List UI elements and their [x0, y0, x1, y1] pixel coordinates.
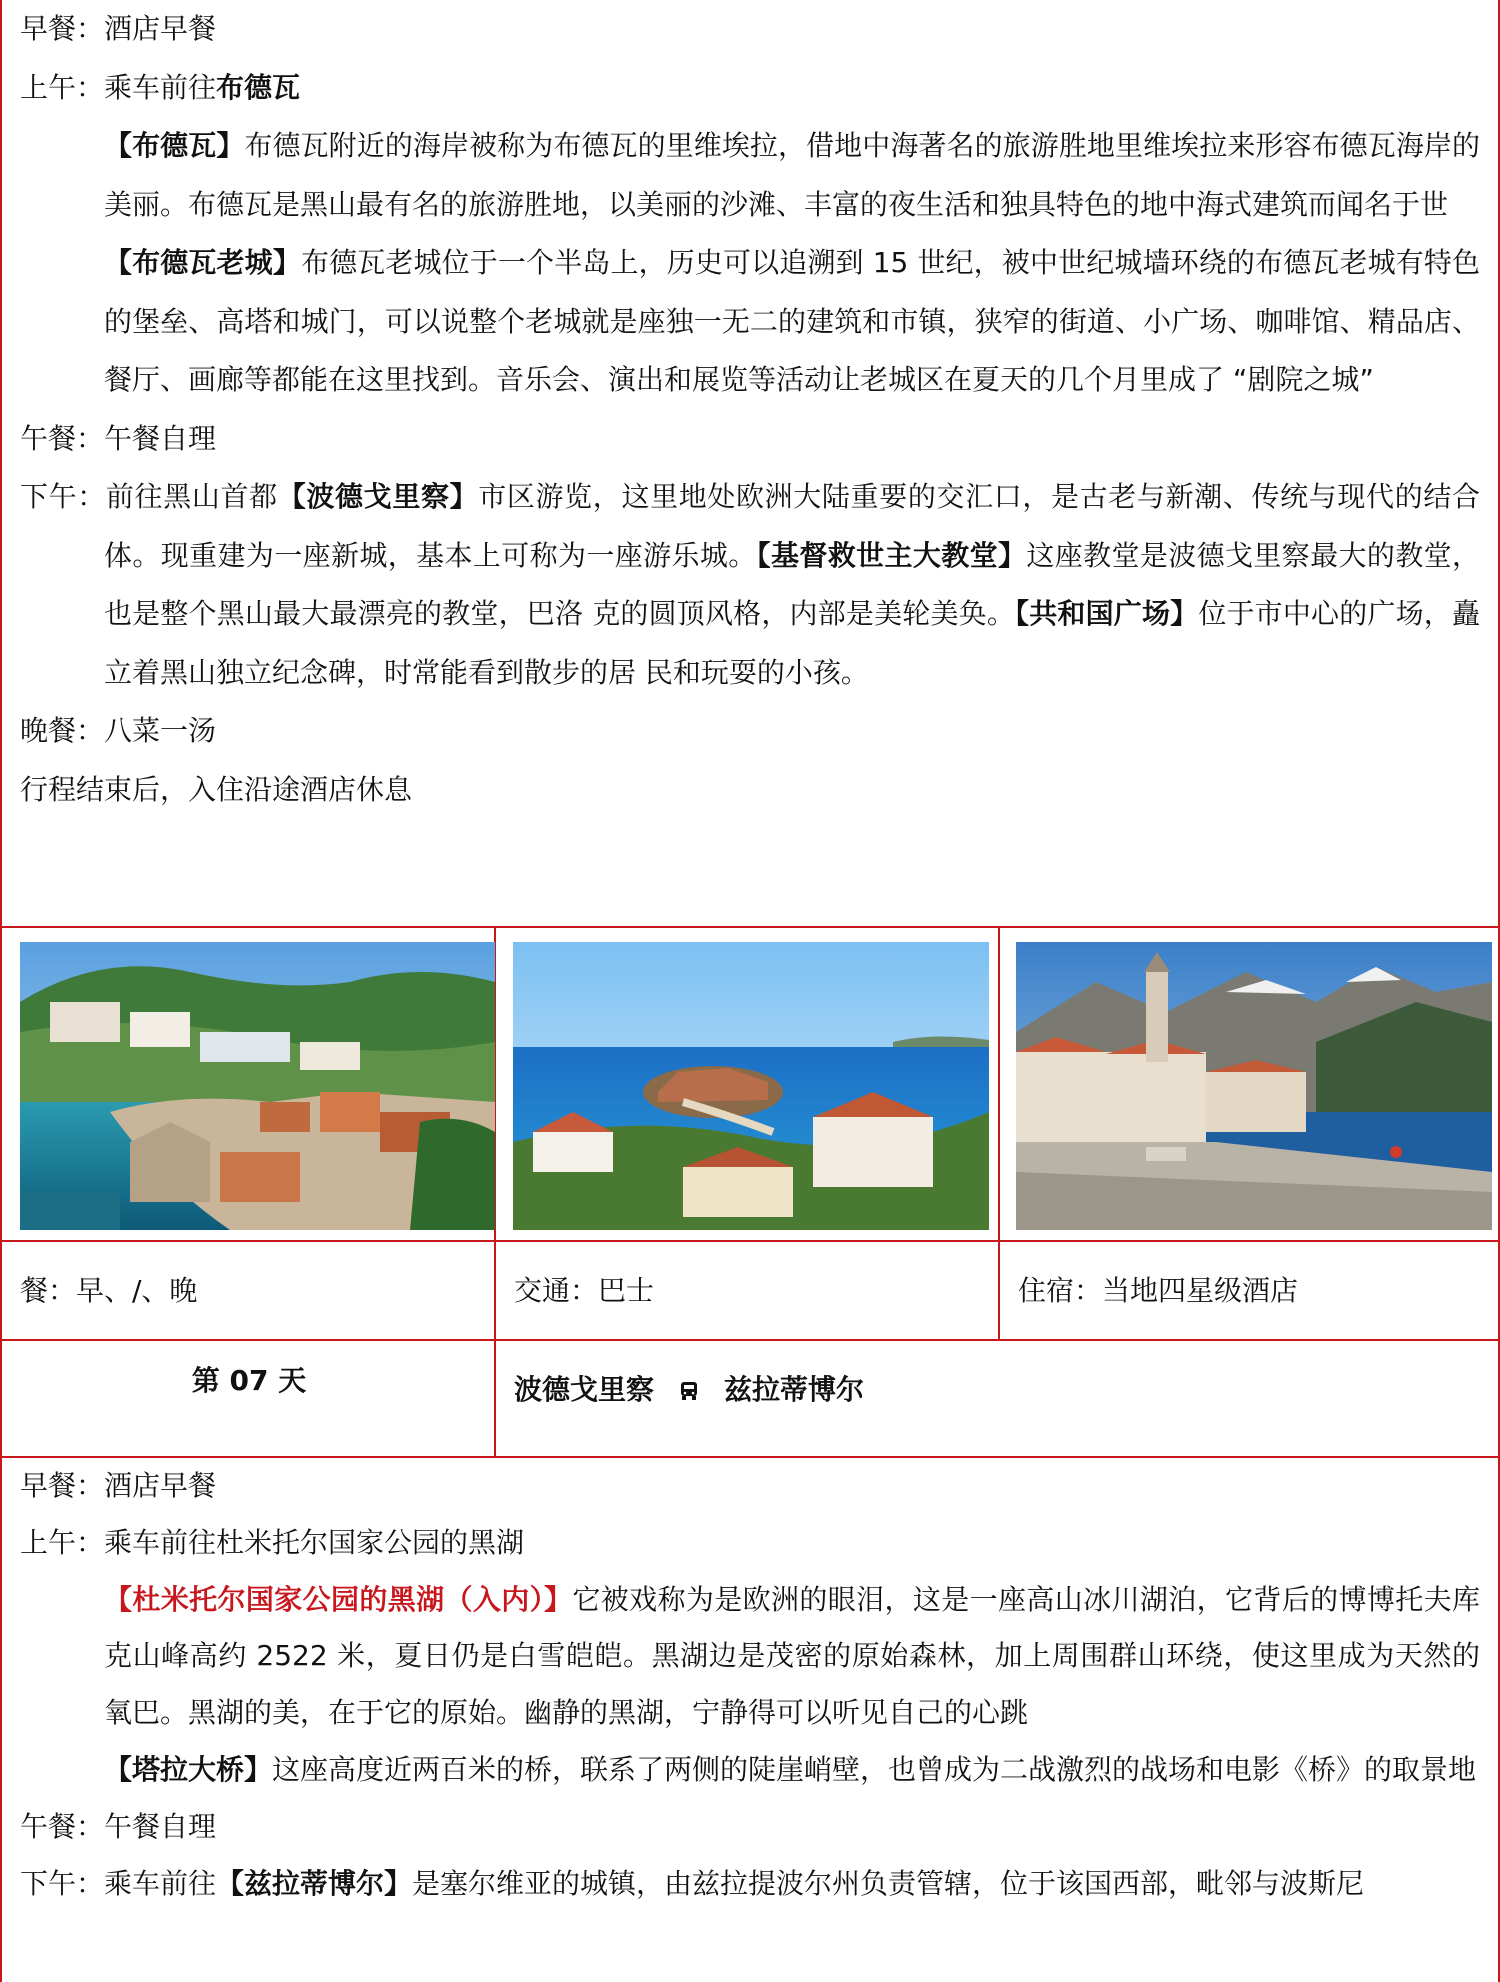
afternoon-paragraph: 下午：前往黑山首都【波德戈里察】市区游览，这里地处欧洲大陆重要的交汇口，是古老与新潮、传统与现代的结合体。现重建为一座新城，基本上可称为一座游乐城。【基督救世主大教堂】这座教堂是波德戈里察最大的教堂，也是整个黑山最大最漂亮的教堂，巴洛 克的圆顶风格，内部是美轮美奂。【共和国广场】位于市中心的广场，矗立着黑山独立纪念碑，时常能看到散步的居 民和玩耍的小孩。: [20, 480, 1480, 689]
day7-header: [0, 1341, 1500, 1458]
sveti-stefan-photo: [513, 942, 989, 1230]
bus-icon: [680, 1381, 698, 1401]
transport-info: 交通：巴士: [514, 1274, 655, 1307]
day6-schedule: [0, 0, 1500, 928]
budva-oldtown-paragraph: 【布德瓦老城】布德瓦老城位于一个半岛上，历史可以追溯到 15 世纪，被中世纪城墙环绕的布德瓦老城有特色的堡垒、高塔和城门，可以说整个老城就是座独一无二的建筑和市镇，狭窄的街道、小广场、咖啡馆、精品店、餐厅、画廊等都能在这里找到。音乐会、演出和展览等活动让老城区在夏天的几个月里成了 “剧院之城”: [104, 246, 1480, 396]
day7-schedule: [0, 1458, 1500, 1982]
budva-paragraph: 【布德瓦】布德瓦附近的海岸被称为布德瓦的里维埃拉，借地中海著名的旅游胜地里维埃拉来形容布德瓦海岸的美丽。布德瓦是黑山最有名的旅游胜地，以美丽的沙滩、丰富的夜生活和独具特色的地中海式建筑而闻名于世: [104, 129, 1480, 221]
route-to: 兹拉蒂博尔: [724, 1373, 865, 1406]
info-row: [0, 1242, 1500, 1341]
day-label: 第 07 天: [191, 1364, 307, 1397]
hotel-info: 住宿：当地四星级酒店: [1018, 1274, 1299, 1307]
route-from: 波德戈里察: [514, 1373, 655, 1406]
photo-row: [0, 928, 1500, 1242]
lunch-line: 午餐：午餐自理: [20, 1809, 217, 1843]
tara-bridge-paragraph: 【塔拉大桥】这座高度近两百米的桥，联系了两侧的陡崖峭壁，也曾成为二战激烈的战场和电影《桥》的取景地: [104, 1752, 1477, 1786]
morning-line: 上午：乘车前往布德瓦: [20, 70, 301, 104]
afternoon-line: 下午：乘车前往【兹拉蒂博尔】是塞尔维亚的城镇，由兹拉提波尔州负责管辖，位于该国西部，毗邻与波斯尼: [20, 1866, 1365, 1900]
breakfast-line: 早餐：酒店早餐: [20, 12, 217, 45]
black-lake-paragraph: 【杜米托尔国家公园的黑湖（入内）】它被戏称为是欧洲的眼泪，这是一座高山冰川湖泊，它背后的博博托夫库克山峰高约 2522 米，夏日仍是白雪皑皑。黑湖边是茂密的原始森林，加上周围群山环绕，使这里成为天然的氧巴。黑湖的美，在于它的原始。幽静的黑湖，宁静得可以听见自己的心跳: [104, 1582, 1480, 1730]
route: [514, 1367, 864, 1413]
dinner-line: 晚餐：八菜一汤: [20, 714, 217, 747]
budva-photo: [20, 942, 495, 1230]
end-line: 行程结束后，入住沿途酒店休息: [20, 772, 413, 806]
breakfast-line: 早餐：酒店早餐: [20, 1469, 217, 1502]
morning-line: 上午：乘车前往杜米托尔国家公园的黑湖: [20, 1525, 525, 1559]
meals-info: 餐：早、/、晚: [20, 1274, 198, 1307]
lunch-line: 午餐：午餐自理: [20, 421, 217, 455]
perast-photo: [1016, 942, 1492, 1230]
